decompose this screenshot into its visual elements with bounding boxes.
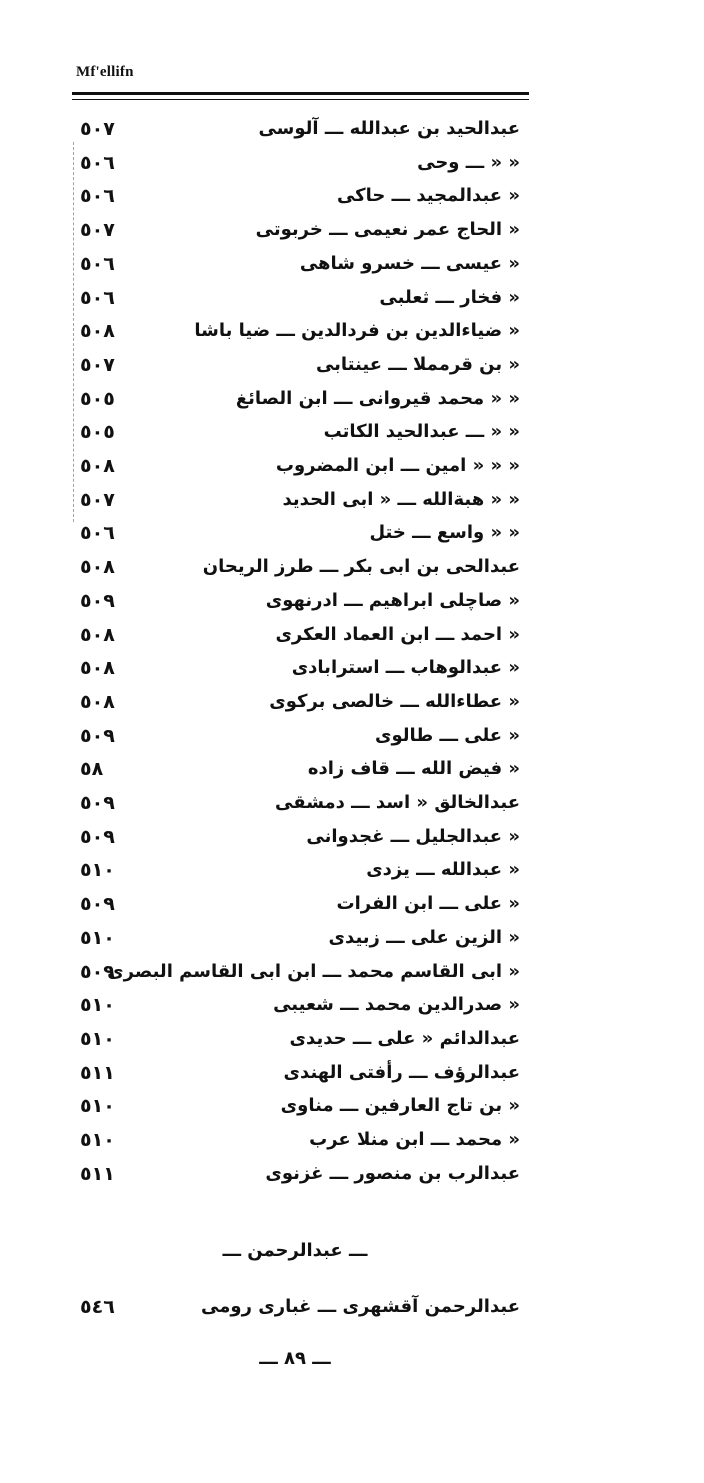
entry-text: « ضياءالدين بن فردالدين ـــ ضيا باشا [194, 320, 520, 341]
entry-number: ٥٠٦ [80, 253, 115, 275]
entry-number: ٥٠٦ [80, 152, 115, 174]
entry-row [80, 893, 520, 923]
entry-row [80, 185, 520, 215]
entry-row [80, 489, 520, 519]
entry-number: ٥١٠ [80, 927, 115, 949]
entry-row [80, 1296, 520, 1326]
entry-number: ٥١٠ [80, 1028, 115, 1050]
page-number: ـــ ٨٩ ـــ [259, 1348, 331, 1369]
entry-text: « بن تاج العارفين ـــ مناوى [280, 1095, 520, 1116]
entry-text: « الزين على ـــ زبيدى [328, 927, 520, 948]
entry-number: ٥٠٩ [80, 826, 115, 848]
entry-row [80, 657, 520, 687]
entry-number: ٥٠٩ [80, 961, 115, 983]
entry-number: ٥٠٧ [80, 489, 115, 511]
entry-number: ٥٠٨ [80, 320, 115, 342]
entry-number: ٥١١ [80, 1062, 115, 1084]
entry-text: « احمد ـــ ابن العماد العكرى [275, 624, 520, 645]
entry-text: عبدالدائم « على ـــ حديدى [289, 1028, 520, 1049]
entry-number: ٥٠٨ [80, 657, 115, 679]
entry-text: « عيسى ـــ خسرو شاهى [299, 253, 520, 274]
header-code: Mf'ellifn [76, 64, 134, 80]
entry-row [80, 826, 520, 856]
entry-number: ٥٠٦ [80, 522, 115, 544]
entry-row [80, 421, 520, 451]
entry-text: « عبدالجليل ـــ غجدوانى [306, 826, 520, 847]
entry-text: « « هبةالله ـــ « ابى الحديد [282, 489, 520, 510]
entry-number: ٥١٠ [80, 1095, 115, 1117]
entry-text: « عبدالمجيد ـــ حاكى [336, 185, 520, 206]
entry-row [80, 1163, 520, 1193]
entry-text: « صدرالدين محمد ـــ شعيبى [273, 994, 520, 1015]
entry-text: « الحاج عمر نعيمى ـــ خربوتى [255, 219, 520, 240]
entry-number: ٥١١ [80, 1163, 115, 1185]
entry-row [80, 624, 520, 654]
entry-text: « محمد ـــ ابن منلا عرب [309, 1129, 520, 1150]
entry-number: ٥٠٩ [80, 590, 115, 612]
entry-row [80, 994, 520, 1024]
entry-row [80, 152, 520, 182]
entry-number: ٥٠٦ [80, 185, 115, 207]
entry-text: عبدالرؤف ـــ رأفتى الهندى [283, 1062, 520, 1083]
entry-text: « « ـــ عبدالحيد الكاتب [323, 421, 520, 442]
entry-row [80, 118, 520, 148]
entry-text: « صاچلى ابراهيم ـــ ادرنهوى [265, 590, 520, 611]
entry-text: « فخار ـــ ثعلبى [379, 287, 520, 308]
entry-row [80, 320, 520, 350]
entry-row [80, 961, 520, 991]
entry-row [80, 1129, 520, 1159]
entry-row [80, 388, 520, 418]
entry-text: « فيض الله ـــ قاف زاده [307, 758, 520, 779]
entry-text: « « ـــ وحى [417, 152, 520, 173]
entry-text: عبدالخالق « اسد ـــ دمشقى [275, 792, 520, 813]
entry-number: ٥٠٥ [80, 388, 115, 410]
entry-row [80, 253, 520, 283]
entry-number: ٥٠٨ [80, 556, 115, 578]
entry-row [80, 354, 520, 384]
entry-number: ٥٠٧ [80, 118, 115, 140]
entry-text: عبدالرب بن منصور ـــ غزنوى [265, 1163, 520, 1184]
entry-text: عبدالحيد بن عبدالله ـــ آلوسى [258, 118, 520, 139]
entry-row [80, 859, 520, 889]
entry-row [80, 219, 520, 249]
entry-row [80, 725, 520, 755]
entry-number: ٥٠٦ [80, 287, 115, 309]
entry-text: عبدالرحمن آقشهرى ـــ غبارى رومى [201, 1296, 520, 1317]
entry-text: « « « امين ـــ ابن المضروب [275, 455, 520, 476]
section-heading: ـــ عبدالرحمن ـــ [222, 1240, 368, 1261]
entry-text: « بن قرمملا ـــ عينتابى [315, 354, 520, 375]
entry-row [80, 758, 520, 788]
entry-text: « على ـــ طالوى [375, 725, 520, 746]
entry-row [80, 792, 520, 822]
entry-number: ٥٠٥ [80, 421, 115, 443]
entry-text: « ابى القاسم محمد ـــ ابن ابى القاسم البصرى [107, 961, 520, 982]
entry-row [80, 1095, 520, 1125]
entry-number: ٥١٠ [80, 994, 115, 1016]
entry-row [80, 1062, 520, 1092]
entry-number: ٥٠٨ [80, 624, 115, 646]
entry-row [80, 522, 520, 552]
entry-row [80, 691, 520, 721]
entry-number: ٥٠٩ [80, 893, 115, 915]
entry-number: ٥٤٦ [80, 1296, 115, 1318]
entry-text: « « واسع ـــ ختل [369, 522, 520, 543]
entry-row [80, 556, 520, 586]
entry-number: ٥١٠ [80, 859, 115, 881]
entry-number: ٥٠٧ [80, 219, 115, 241]
entry-row [80, 455, 520, 485]
entry-number: ٥٠٨ [80, 455, 115, 477]
entry-row [80, 1028, 520, 1058]
entry-number: ٥٠٩ [80, 792, 115, 814]
entry-number: ٥٠٧ [80, 354, 115, 376]
entry-row [80, 287, 520, 317]
entry-row [80, 927, 520, 957]
entry-text: « على ـــ ابن الفرات [336, 893, 520, 914]
entry-number: ٥١٠ [80, 1129, 115, 1151]
entry-number: ٥٨ [80, 758, 104, 780]
entry-text: « عطاءالله ـــ خالصى بركوى [269, 691, 520, 712]
entry-text: « عبدالوهاب ـــ استرابادى [291, 657, 520, 678]
entry-text: « « محمد قيروانى ـــ ابن الصائغ [235, 388, 520, 409]
entry-text: « عبدالله ـــ يزدى [366, 859, 520, 880]
entry-number: ٥٠٩ [80, 725, 115, 747]
entry-text: عبدالحى بن ابى بكر ـــ طرز الريحان [202, 556, 520, 577]
entry-row [80, 590, 520, 620]
entry-number: ٥٠٨ [80, 691, 115, 713]
